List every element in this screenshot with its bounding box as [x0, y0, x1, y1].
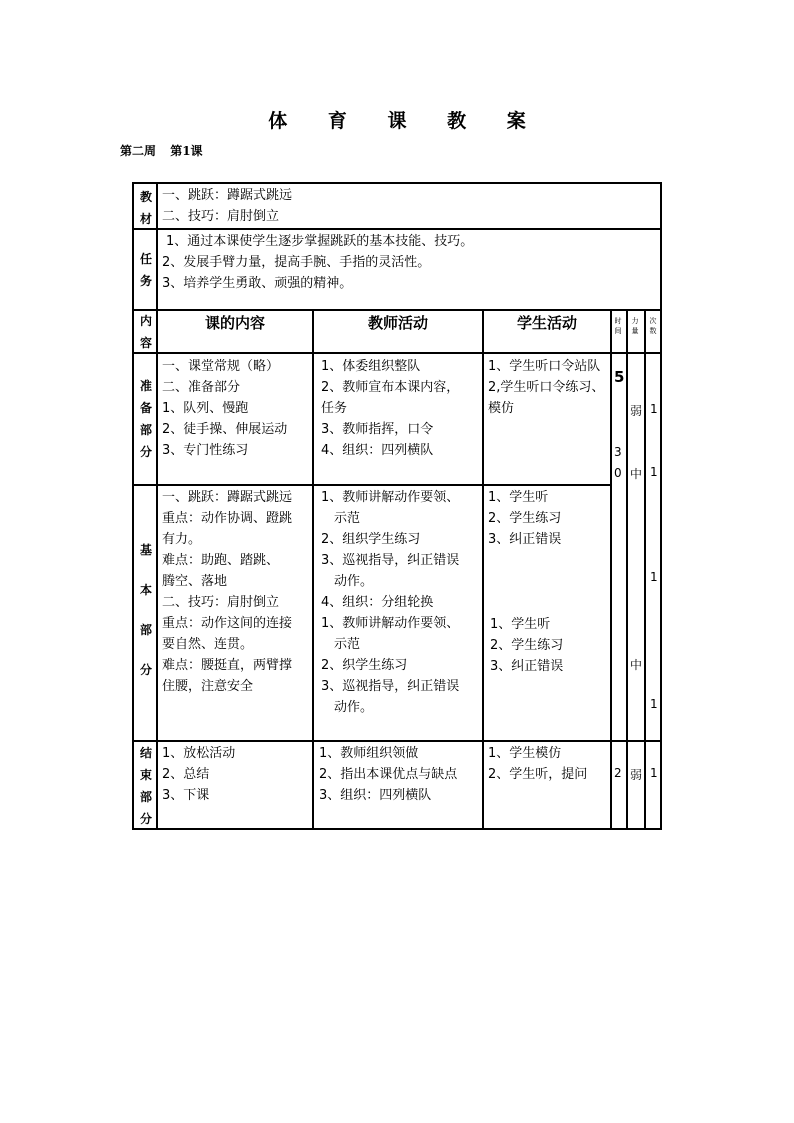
row-divider: [132, 740, 662, 742]
end-teacher: 1、教师组织领做 2、指出本课优点与缺点 3、组织：四列横队: [319, 746, 458, 803]
basic-label: 基 本 部 分: [139, 543, 152, 677]
prep-intensity-b: 中: [630, 467, 643, 481]
week-label: 第二周: [120, 144, 157, 158]
prep-time-b: 3 0: [614, 445, 622, 480]
row-divider: [132, 352, 662, 354]
header-time: 时 间: [614, 317, 622, 335]
end-label: 结 束 部 分: [139, 746, 152, 826]
row-divider: [132, 309, 662, 311]
header-content: 课的内容: [204, 314, 265, 332]
prep-content: 一、课堂常规（略） 二、准备部分 1、队列、慢跑 2、徒手操、伸展运动 3、专门性练习: [162, 359, 288, 458]
task-label: 任 务: [139, 252, 152, 288]
page-title: 体 育 课 教 案: [268, 110, 543, 132]
end-content: 1、放松活动 2、总结 3、下课: [162, 746, 236, 803]
col-divider: [626, 309, 628, 830]
basic-teacher: 1、教师讲解动作要领、 示范 2、组织学生练习 3、巡视指导，纠正错误 动作。 4、组织：分组轮换 1、教师讲解动作要领、 示范 2、织学生练习 3、巡视指导，纠正错误 动作。: [321, 490, 460, 715]
task-content: 1、通过本课使学生逐步掌握跳跃的基本技能、技巧。 2、发展手臂力量，提高手腕、手指的灵活性。 3、培养学生勇敢、顽强的精神。: [162, 234, 474, 291]
col-divider: [482, 309, 484, 830]
col-divider: [644, 309, 646, 830]
col-divider: [610, 309, 612, 830]
header-teacher: 教师活动: [367, 314, 428, 332]
lesson-meta: [120, 142, 213, 159]
end-intensity: 弱: [630, 768, 643, 782]
prep-count-a: 1: [650, 402, 658, 416]
col-divider: [312, 309, 314, 830]
col-divider: [156, 182, 158, 830]
header-label: 内 容: [139, 314, 152, 350]
end-student: 1、学生模仿 2、学生听，提问: [488, 746, 588, 782]
lesson-label: 第1课: [170, 144, 203, 158]
basic-student-a: 1、学生听 2、学生练习 3、纠正错误: [488, 490, 562, 547]
prep-count-b: 1: [650, 465, 658, 479]
row-divider: [132, 484, 610, 486]
header-intensity: 力 量: [631, 317, 639, 335]
basic-intensity: 中: [630, 658, 643, 672]
prep-student: 1、学生听口令站队 2,学生听口令练习、 模仿: [488, 359, 605, 416]
row-divider: [132, 228, 662, 230]
end-count: 1: [650, 766, 658, 780]
basic-content: 一、跳跃：蹲踞式跳远 重点：动作协调、蹬跳 有力。 难点：助跑、踏跳、 腾空、落地 二、技巧：肩肘倒立 重点：动作这间的连接 要自然、连贯。 难点：腰挺直，两臂撑 住腰，注意安全: [162, 490, 293, 694]
basic-student-b: 1、学生听 2、学生练习 3、纠正错误: [490, 617, 564, 674]
prep-time-a: 5: [614, 368, 625, 386]
basic-count-b: 1: [650, 697, 658, 711]
material-content: 一、跳跃：蹲踞式跳远 二、技巧：肩肘倒立: [162, 188, 293, 224]
header-student: 学生活动: [516, 314, 577, 332]
basic-count-a: 1: [650, 570, 658, 584]
prep-intensity-a: 弱: [630, 404, 643, 418]
header-count: 次 数: [649, 317, 657, 335]
material-label: 教 材: [139, 190, 152, 226]
prep-teacher: 1、体委组织整队 2、教师宣布本课内容， 任务 3、教师指挥，口令 4、组织：四列横队: [321, 359, 460, 458]
end-time: 2: [614, 766, 622, 780]
prep-label: 准 备 部 分: [139, 379, 152, 459]
